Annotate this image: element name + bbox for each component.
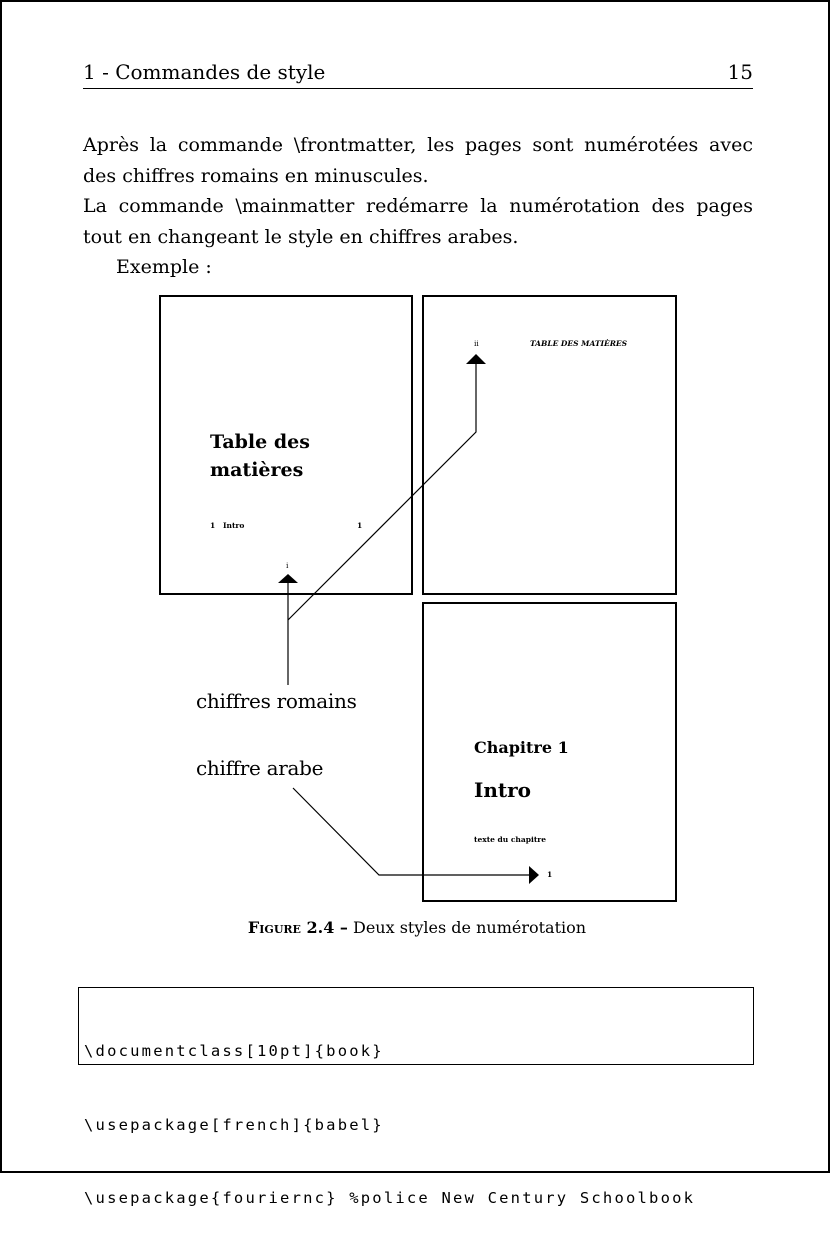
- toc-verso-thumbnail: [422, 295, 677, 595]
- chapter-label: Chapitre 1: [474, 738, 569, 757]
- code-line: \usepackage{fouriernc} %police New Century Schoolbook: [84, 1189, 696, 1207]
- body-text: [83, 130, 753, 283]
- page-number: 15: [727, 60, 753, 84]
- roman-to-verso-line: [288, 364, 476, 620]
- verso-folio-roman: ii: [474, 339, 479, 348]
- mainmatter-command: \mainmatter: [235, 195, 355, 217]
- verso-running-head: TABLE DES MATIÈRES: [530, 339, 628, 348]
- annotation-roman-numerals: chiffres romains: [196, 689, 357, 713]
- figure-caption: [2, 918, 830, 937]
- code-line: \usepackage[french]{babel}: [84, 1115, 384, 1134]
- figure-caption-text: Deux styles de numérotation: [347, 918, 587, 937]
- code-listing: [78, 987, 754, 1207]
- toc-title-line1: Table des: [210, 431, 310, 453]
- arrowhead-up-icon: [466, 354, 486, 364]
- chapter-running-title: 1 - Commandes de style: [83, 60, 326, 84]
- toc-page-thumbnail: [159, 295, 413, 595]
- chapter-title: Intro: [474, 778, 532, 802]
- toc-entry-label: Intro: [223, 521, 245, 530]
- figure-label: Figure 2.4 –: [247, 918, 348, 937]
- arabic-to-chapter-line: [293, 788, 531, 875]
- chapter-page-thumbnail: [422, 602, 677, 902]
- chapter-folio-arabic: 1: [547, 870, 553, 879]
- toc-entry-page: 1: [357, 521, 363, 530]
- frontmatter-command: \frontmatter: [293, 134, 411, 156]
- annotation-arabic-numerals: chiffre arabe: [196, 756, 324, 780]
- example-label: Exemple :: [116, 256, 212, 278]
- paragraph-frontmatter: Après la commande \frontmatter, les pages sont numérotées avec des chiffres romains en minuscules.: [83, 134, 753, 187]
- chapter-body-text: texte du chapitre: [474, 835, 547, 844]
- running-header: [83, 58, 753, 89]
- toc-title-line2: matières: [210, 459, 304, 481]
- toc-folio-roman: i: [286, 561, 289, 570]
- toc-entry-number: 1: [210, 521, 216, 530]
- code-line: \documentclass[10pt]{book}: [84, 1042, 384, 1060]
- arrowhead-right-icon: [529, 866, 539, 884]
- arrowhead-up-icon: [278, 574, 298, 583]
- paragraph-mainmatter: La commande \mainmatter redémarre la numérotation des pages tout en changeant le style en chiffres arabes.: [83, 195, 753, 248]
